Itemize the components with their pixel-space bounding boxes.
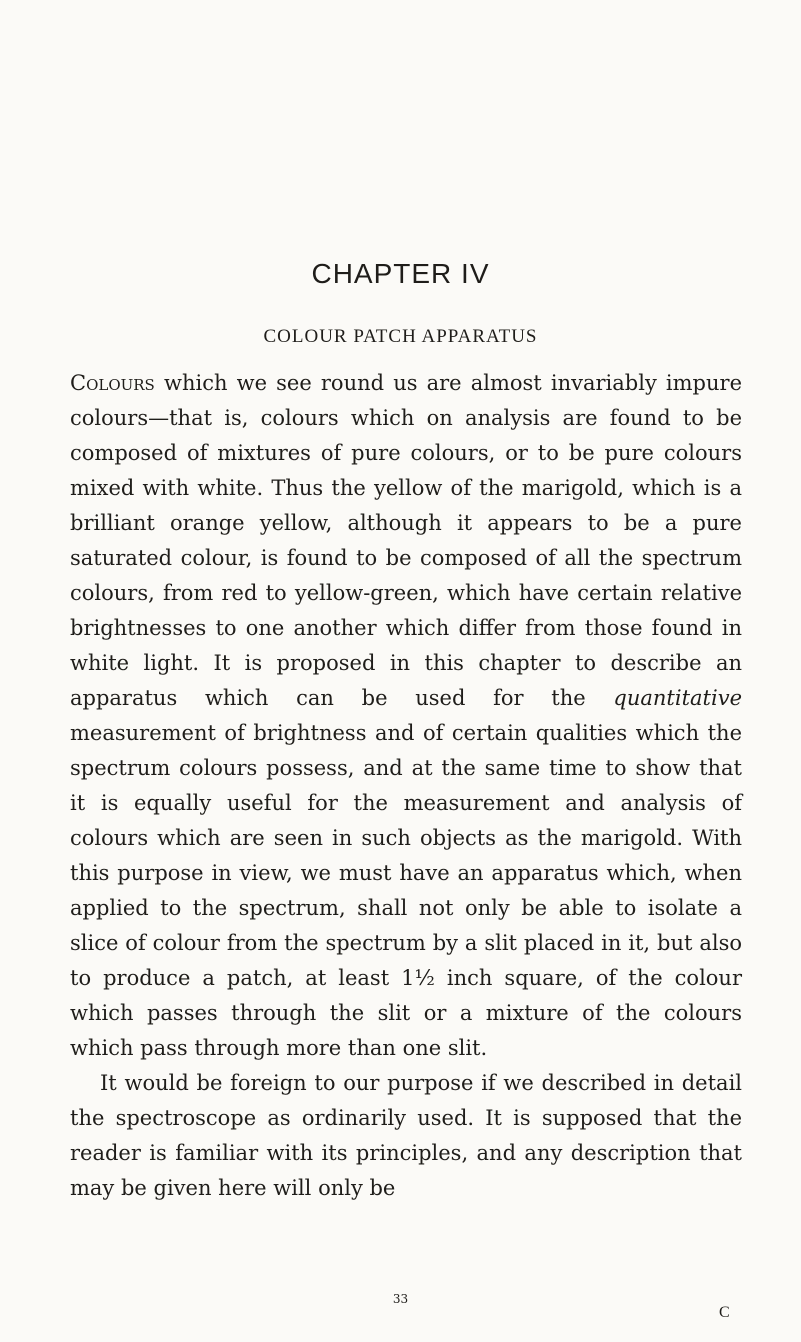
paragraph-1-text-b: measurement of brightness and of certain qualities which the spectrum colours possess, and at the same time to show that it is equally useful for the measurement and analysis of colours which are seen in such objects as the marigold. With this purpose in view, we must have an apparatus which, when applied to the spectrum, shall not only be able to isolate a slice of colour from the spectrum by a slit placed in it, but also to produce a patch, at least 1½ inch square, of the colour which passes through the slit or a mixture of the colours which pass through more than one slit.	[70, 721, 742, 1060]
chapter-number: CHAPTER IV	[311, 258, 490, 289]
paragraph-1-text-a: which we see round us are almost invariably impure colours—that is, colours which on analysis are found to be composed of mixtures of pure colours, or to be pure colours mixed with white. Thus the yellow of the marigold, which is a brilliant orange yellow, although it appears to be a pure saturated colour, is found to be composed of all the spectrum colours, from red to yellow-green, which have certain relative brightnesses to one another which differ from those found in white light. It is proposed in this chapter to describe an apparatus which can be used for the	[70, 371, 742, 710]
emphasis-quantitative: quantitative	[613, 686, 742, 710]
chapter-title: COLOUR PATCH APPARATUS	[263, 326, 538, 347]
page-number: 33	[392, 1292, 409, 1306]
signature-mark: C	[719, 1304, 730, 1321]
paragraph-lead-word: Colours	[70, 371, 155, 395]
paragraph-2: It would be foreign to our purpose if we described in detail the spectroscope as ordinarily used. It is supposed that the reader is familiar with its principles, and any description that may be given here will only be	[70, 1071, 742, 1200]
paragraph-1	[70, 366, 742, 1066]
body-text	[70, 366, 742, 1206]
